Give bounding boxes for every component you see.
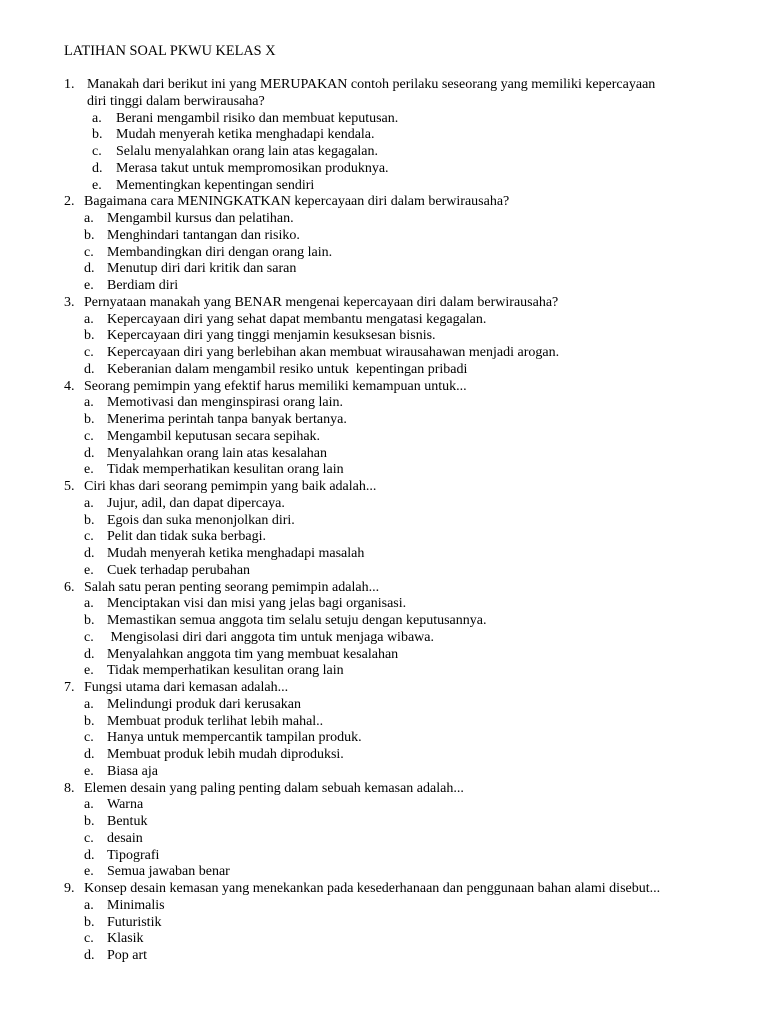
answer-option [64, 563, 744, 580]
option-letter: a. [84, 897, 94, 913]
option-text: Futuristik [107, 914, 162, 930]
option-text: Biasa aja [107, 763, 158, 779]
answer-option [64, 278, 744, 295]
question-text-line: diri tinggi dalam berwirausaha? [87, 93, 265, 109]
question-text [84, 295, 744, 312]
option-letter: b. [84, 328, 95, 344]
answer-option [64, 747, 744, 764]
question-text [87, 77, 744, 111]
answer-options [64, 395, 744, 479]
option-text: Kepercayaan diri yang sehat dapat membantu mengatasi kegagalan. [107, 311, 487, 327]
question-item [64, 194, 744, 295]
option-letter: a. [84, 395, 94, 411]
option-letter: d. [92, 160, 103, 176]
answer-option [64, 630, 744, 647]
option-letter: c. [84, 244, 94, 260]
answer-option [64, 797, 744, 814]
option-text: Melindungi produk dari kerusakan [107, 696, 302, 712]
answer-option [64, 864, 744, 881]
option-letter: b. [84, 914, 95, 930]
option-text: Mudah menyerah ketika menghadapi masalah [107, 546, 365, 561]
answer-option [64, 127, 744, 144]
option-text: Menerima perintah tanpa banyak bertanya. [107, 412, 347, 427]
option-text: Merasa takut untuk mempromosikan produknya. [116, 160, 389, 176]
option-text: Egois dan suka menonjolkan diri. [107, 512, 295, 528]
option-text: Jujur, adil, dan dapat dipercaya. [107, 495, 285, 511]
question-text [84, 194, 744, 211]
option-letter: b. [84, 814, 95, 829]
option-text: Tipografi [107, 847, 160, 863]
option-letter: b. [84, 512, 95, 528]
option-letter: c. [84, 529, 94, 545]
answer-option [64, 848, 744, 865]
option-text: Mudah menyerah ketika menghadapi kendala. [116, 127, 375, 143]
answer-option [64, 328, 744, 345]
answer-option [64, 312, 744, 329]
option-letter: c. [84, 931, 94, 947]
option-text: Selalu menyalahkan orang lain atas kegagalan. [116, 144, 379, 159]
option-text: Klasik [107, 931, 144, 947]
option-letter: b. [92, 127, 103, 143]
answer-option [64, 462, 744, 479]
question-number: 2. [64, 194, 75, 210]
option-text: Menyalahkan anggota tim yang membuat kesalahan [107, 646, 399, 662]
option-letter: a. [92, 110, 102, 126]
answer-option [64, 931, 744, 948]
option-text: Pelit dan tidak suka berbagi. [107, 529, 267, 545]
option-text: Membuat produk lebih mudah diproduksi. [107, 747, 344, 762]
answer-option [64, 513, 744, 530]
answer-option [64, 429, 744, 446]
option-letter: e. [84, 278, 94, 293]
question-item [64, 680, 744, 781]
answer-option [64, 663, 744, 680]
question-text [84, 580, 744, 597]
answer-option [64, 144, 744, 161]
option-letter: c. [84, 730, 94, 746]
answer-option [64, 764, 744, 781]
answer-option [64, 613, 744, 630]
question-text-line: Ciri khas dari seorang pemimpin yang baik adalah... [84, 479, 377, 494]
option-text: Membuat produk terlihat lebih mahal.. [107, 713, 324, 729]
question-text [84, 379, 744, 396]
question-text [84, 479, 744, 496]
question-text-line: Elemen desain yang paling penting dalam sebuah kemasan adalah... [84, 780, 464, 796]
question-item [64, 379, 744, 480]
answer-option [64, 228, 744, 245]
question-item [64, 881, 744, 965]
option-text: Bentuk [107, 814, 148, 829]
option-text: Menciptakan visi dan misi yang jelas bagi organisasi. [107, 596, 407, 612]
answer-option [64, 714, 744, 731]
answer-option [64, 831, 744, 848]
option-letter: c. [84, 629, 94, 645]
question-list [64, 77, 744, 965]
question-text-line: Fungsi utama dari kemasan adalah... [84, 680, 289, 695]
question-number: 3. [64, 294, 75, 310]
option-letter: d. [84, 948, 95, 963]
question-number: 7. [64, 680, 75, 695]
answer-options [64, 797, 744, 881]
option-letter: b. [84, 613, 95, 628]
answer-option [64, 211, 744, 228]
option-letter: e. [84, 562, 94, 578]
question-number: 4. [64, 378, 75, 394]
question-text-line: Salah satu peran penting seorang pemimpin adalah... [84, 579, 380, 595]
answer-option [64, 546, 744, 563]
option-text: Memotivasi dan menginspirasi orang lain. [107, 395, 344, 411]
answer-options [64, 111, 744, 195]
question-number: 9. [64, 881, 75, 896]
answer-option [64, 345, 744, 362]
option-text: Menutup diri dari kritik dan saran [107, 261, 297, 277]
option-letter: c. [84, 830, 94, 846]
option-text: Hanya untuk mempercantik tampilan produk. [107, 730, 362, 746]
answer-option [64, 898, 744, 915]
answer-option [64, 915, 744, 932]
question-item [64, 295, 744, 379]
question-number: 8. [64, 780, 75, 796]
option-text: Warna [107, 797, 144, 813]
question-number: 6. [64, 579, 75, 595]
option-letter: b. [84, 227, 95, 243]
answer-option [64, 261, 744, 278]
option-letter: a. [84, 311, 94, 327]
option-text: Menyalahkan orang lain atas kesalahan [107, 445, 328, 461]
answer-option [64, 446, 744, 463]
answer-options [64, 312, 744, 379]
answer-option [64, 362, 744, 379]
option-letter: d. [84, 261, 95, 277]
option-text: Semua jawaban benar [107, 864, 230, 880]
option-text: Pop art [107, 948, 148, 963]
question-text-line: Seorang pemimpin yang efektif harus memiliki kemampuan untuk... [84, 378, 467, 394]
option-letter: d. [84, 646, 95, 662]
option-letter: d. [84, 445, 95, 461]
option-text: Berani mengambil risiko dan membuat keputusan. [116, 110, 399, 126]
option-letter: a. [84, 696, 94, 712]
option-text: Mengambil kursus dan pelatihan. [107, 211, 294, 226]
answer-options [64, 496, 744, 580]
answer-option [64, 697, 744, 714]
document-title: LATIHAN SOAL PKWU KELAS X [64, 43, 276, 59]
answer-option [64, 496, 744, 513]
answer-option [64, 529, 744, 546]
option-letter: b. [84, 412, 95, 427]
answer-options [64, 211, 744, 295]
option-letter: a. [84, 211, 94, 226]
option-text: Memastikan semua anggota tim selalu setuju dengan keputusannya. [107, 613, 487, 628]
option-letter: e. [84, 462, 94, 478]
answer-option [64, 948, 744, 965]
option-letter: c. [84, 428, 94, 444]
option-letter: a. [84, 797, 94, 813]
question-text-line: Konsep desain kemasan yang menekankan pada kesederhanaan dan penggunaan bahan alami disebut... [84, 881, 661, 896]
answer-option [64, 111, 744, 128]
question-text [84, 881, 744, 898]
option-text: Keberanian dalam mengambil resiko untuk kepentingan pribadi [107, 361, 468, 377]
question-number: 5. [64, 479, 75, 494]
option-text: Kepercayaan diri yang tinggi menjamin kesuksesan bisnis. [107, 328, 436, 344]
option-letter: c. [84, 345, 94, 360]
option-letter: d. [84, 361, 95, 377]
option-letter: e. [84, 763, 94, 779]
option-text: Membandingkan diri dengan orang lain. [107, 244, 333, 260]
question-item [64, 781, 744, 882]
answer-option [64, 161, 744, 178]
option-text: Mengambil keputusan secara sepihak. [107, 428, 321, 444]
option-text: Tidak memperhatikan kesulitan orang lain [107, 663, 344, 679]
question-item [64, 479, 744, 580]
answer-options [64, 596, 744, 680]
answer-option [64, 596, 744, 613]
question-item [64, 77, 744, 194]
answer-option [64, 730, 744, 747]
option-letter: e. [84, 663, 94, 679]
option-text: Mementingkan kepentingan sendiri [116, 177, 315, 193]
option-letter: d. [84, 546, 95, 561]
answer-option [64, 178, 744, 195]
option-text: Menghindari tantangan dan risiko. [107, 227, 300, 243]
question-item [64, 580, 744, 681]
option-text: Mengisolasi diri dari anggota tim untuk menjaga wibawa. [107, 629, 434, 645]
option-text: Tidak memperhatikan kesulitan orang lain [107, 462, 344, 478]
question-text-line: Manakah dari berikut ini yang MERUPAKAN contoh perilaku seseorang yang memiliki kepercayaan [87, 77, 656, 92]
option-text: desain [107, 830, 143, 846]
option-letter: d. [84, 747, 95, 762]
question-text [84, 781, 744, 798]
question-text-line: Pernyataan manakah yang BENAR mengenai kepercayaan diri dalam berwirausaha? [84, 294, 559, 310]
answer-option [64, 245, 744, 262]
question-text-line: Bagaimana cara MENINGKATKAN kepercayaan diri dalam berwirausaha? [84, 194, 510, 210]
question-number: 1. [64, 77, 75, 92]
answer-option [64, 647, 744, 664]
option-text: Minimalis [107, 897, 165, 913]
option-letter: e. [92, 177, 102, 193]
option-text: Kepercayaan diri yang berlebihan akan membuat wirausahawan menjadi arogan. [107, 345, 560, 360]
option-letter: a. [84, 596, 94, 612]
option-text: Berdiam diri [107, 278, 179, 293]
answer-options [64, 898, 744, 965]
option-letter: d. [84, 847, 95, 863]
option-letter: c. [92, 144, 102, 159]
option-text: Cuek terhadap perubahan [107, 562, 251, 578]
question-text [84, 680, 744, 697]
answer-options [64, 697, 744, 781]
answer-option [64, 814, 744, 831]
option-letter: e. [84, 864, 94, 880]
answer-option [64, 412, 744, 429]
option-letter: a. [84, 495, 94, 511]
option-letter: b. [84, 713, 95, 729]
answer-option [64, 395, 744, 412]
